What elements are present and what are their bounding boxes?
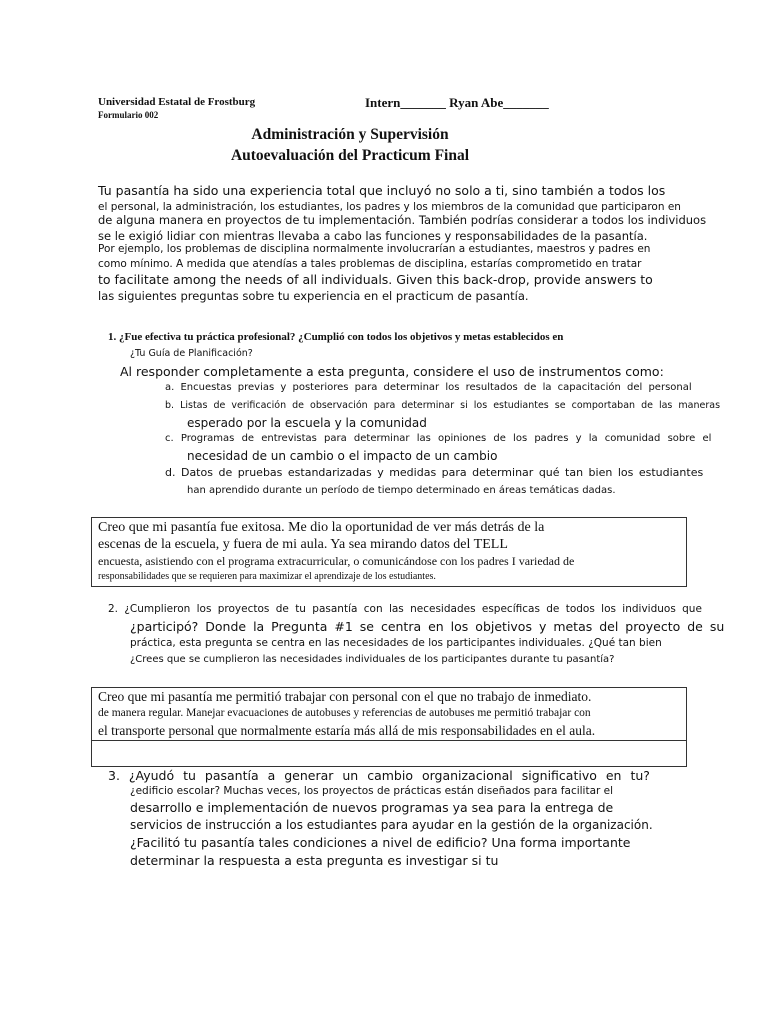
question-3: 3. ¿Ayudó tu pasantía a generar un cambio organizacional significativo en tu? (108, 768, 650, 783)
question-2-line: ¿Crees que se cumplieron las necesidades individuales de los participantes durante tu pasantía? (130, 654, 615, 665)
page-title: Administración y Supervisión (251, 126, 449, 143)
intro-line: las siguientes preguntas sobre tu experiencia en el practicum de pasantía. (98, 289, 529, 303)
answer-2-line: Creo que mi pasantía me permitió trabajar con personal con el que no trabajo de inmediato. (98, 689, 592, 704)
intro-line: Por ejemplo, los problemas de disciplina normalmente involucrarían a estudiantes, maestros y padres en (98, 243, 651, 255)
answer-box-2[interactable] (91, 687, 687, 767)
answer-2-line: de manera regular. Manejar evacuaciones de autobuses y referencias de autobuses me permitió trabajar con (98, 707, 591, 719)
intro-line: de alguna manera en proyectos de tu implementación. También podrías considerar a todos los individuos (98, 213, 707, 227)
university-name: Universidad Estatal de Frostburg (98, 96, 256, 108)
answer-1-line: Creo que mi pasantía fue exitosa. Me dio la oportunidad de ver más detrás de la (98, 520, 545, 535)
list-item-c: c. Programas de entrevistas para determinar las opiniones de los padres y la comunidad sobre el (165, 433, 712, 444)
intern-name-line: Intern_______ Ryan Abe_______ (365, 95, 549, 110)
form-number: Formulario 002 (98, 110, 159, 120)
list-item-d-cont: han aprendido durante un período de tiempo determinado en áreas temáticas dadas. (187, 485, 616, 496)
list-item-b-cont: esperado por la escuela y la comunidad (187, 416, 427, 430)
list-item-a: a. Encuestas previas y posteriores para determinar los resultados de la capacitación del personal (165, 382, 692, 393)
answer-box-1[interactable] (91, 517, 687, 587)
intro-line: Tu pasantía ha sido una experiencia total que incluyó no solo a ti, sino también a todos los (98, 183, 666, 198)
question-1-line2: ¿Tu Guía de Planificación? (130, 348, 253, 359)
list-item-b: b. Listas de verificación de observación para determinar si los estudiantes se comportaban de las maneras (165, 400, 721, 411)
intro-line: to facilitate among the needs of all individuals. Given this back-drop, provide answers to (98, 272, 653, 287)
question-1-lead: Al responder completamente a esta pregunta, considere el uso de instrumentos como: (120, 364, 664, 379)
answer-box-2-divider (92, 740, 686, 741)
question-2-line: ¿participó? Donde la Pregunta #1 se centra en los objetivos y metas del proyecto de su (130, 619, 725, 634)
answer-1-line: encuesta, asistiendo con el programa extracurricular, o comunicándose con los padres I variedad de (98, 554, 575, 568)
intro-line: se le exigió lidiar con mientras llevaba a cabo las funciones y responsabilidades de la pasantía. (98, 229, 648, 243)
question-2: 2. ¿Cumplieron los proyectos de tu pasantía con las necesidades específicas de todos los individuos que (108, 603, 702, 615)
answer-1-line: escenas de la escuela, y fuera de mi aula. Ya sea mirando datos del TELL (98, 537, 508, 552)
page-subtitle: Autoevaluación del Practicum Final (230, 147, 470, 164)
question-3-line: servicios de instrucción a los estudiantes para ayudar en la gestión de la organización. (130, 818, 653, 832)
intro-line: como mínimo. A medida que atendías a tales problemas de disciplina, estarías comprometido en tratar (98, 258, 642, 270)
question-1: 1. ¿Fue efectiva tu práctica profesional? ¿Cumplió con todos los objetivos y metas establecidos en (108, 331, 564, 343)
question-2-line: práctica, esta pregunta se centra en las necesidades de los participantes individuales. ¿Qué tan bien (130, 637, 662, 649)
question-3-line: ¿edificio escolar? Muchas veces, los proyectos de prácticas están diseñados para facilitar el (130, 785, 614, 797)
header-left (98, 96, 255, 120)
list-item-d: d. Datos de pruebas estandarizadas y medidas para determinar qué tan bien los estudiantes (165, 466, 704, 479)
answer-1-line: responsabilidades que se requieren para maximizar el aprendizaje de los estudiantes. (98, 571, 436, 582)
answer-2-line: el transporte personal que normalmente estaría más allá de mis responsabilidades en el aula. (98, 723, 596, 738)
question-3-line: desarrollo e implementación de nuevos programas ya sea para la entrega de (130, 800, 614, 815)
question-3-line: ¿Facilitó tu pasantía tales condiciones a nivel de edificio? Una forma importante (130, 835, 631, 850)
list-item-c-cont: necesidad de un cambio o el impacto de un cambio (187, 449, 498, 463)
intro-line: el personal, la administración, los estudiantes, los padres y los miembros de la comunidad que participaron en (98, 201, 681, 213)
question-3-line: determinar la respuesta a esta pregunta es investigar si tu (130, 853, 499, 868)
